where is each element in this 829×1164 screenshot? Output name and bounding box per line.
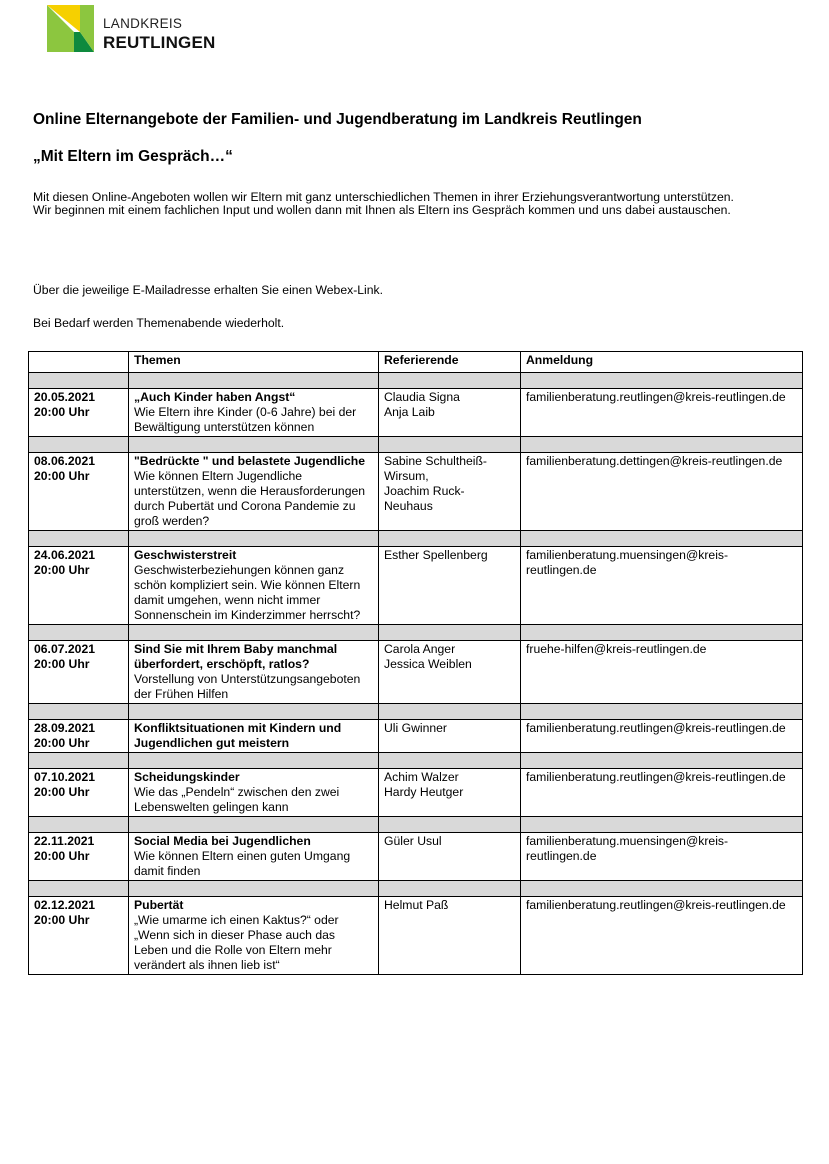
table-row (29, 833, 803, 881)
document-subtitle: „Mit Eltern im Gespräch…“ (33, 148, 233, 165)
separator-cell (129, 881, 379, 897)
separator-row (29, 881, 803, 897)
separator-cell (129, 704, 379, 720)
table-row (29, 720, 803, 753)
event-topic-cell (129, 641, 379, 704)
event-registration-cell (521, 453, 803, 531)
header-date (29, 352, 129, 373)
event-topic-cell (129, 453, 379, 531)
event-speakers-cell (379, 389, 521, 437)
event-time: 20:00 Uhr (34, 913, 90, 927)
event-time: 20:00 Uhr (34, 563, 90, 577)
speaker-name: Anja Laib (384, 405, 435, 419)
event-speakers-cell (379, 769, 521, 817)
topic-title: Konfliktsituationen mit Kindern und Jugendlichen gut meistern (134, 721, 342, 750)
registration-email-link[interactable]: familienberatung.reutlingen@kreis-reutlingen.de (526, 721, 786, 735)
separator-cell (521, 753, 803, 769)
event-time: 20:00 Uhr (34, 849, 90, 863)
event-registration-cell (521, 389, 803, 437)
topic-description: Wie können Eltern Jugendliche unterstützen, wenn die Herausforderungen durch Pubertät und Corona Pandemie zu groß werden? (134, 469, 366, 528)
topic-description: Geschwisterbeziehungen können ganz schön kompliziert sein. Wie können Eltern damit umgehen, wenn nicht immer Sonnenschein im Kinderzimmer herrscht? (134, 563, 361, 622)
topic-description: Wie können Eltern einen guten Umgang damit finden (134, 849, 351, 878)
registration-email-link[interactable]: familienberatung.muensingen@kreis-reutlingen.de (526, 834, 729, 863)
topic-title: Pubertät (134, 898, 184, 912)
separator-row (29, 373, 803, 389)
speaker-name: Jessica Weiblen (384, 657, 472, 671)
separator-row (29, 625, 803, 641)
speaker-name: Joachim Ruck-Neuhaus (384, 484, 465, 513)
email-info-text: Über die jeweilige E-Mailadresse erhalten Sie einen Webex-Link. (33, 283, 384, 297)
table-row (29, 769, 803, 817)
event-speakers-cell (379, 720, 521, 753)
topic-title: Geschwisterstreit (134, 548, 237, 562)
speaker-name: Esther Spellenberg (384, 548, 488, 562)
separator-cell (521, 437, 803, 453)
document-title: Online Elternangebote der Familien- und Jugendberatung im Landkreis Reutlingen (33, 111, 642, 128)
event-time: 20:00 Uhr (34, 736, 90, 750)
event-datetime-cell (29, 453, 129, 531)
separator-cell (29, 437, 129, 453)
event-speakers-cell (379, 897, 521, 975)
speaker-name: Güler Usul (384, 834, 442, 848)
separator-cell (29, 881, 129, 897)
table-row (29, 453, 803, 531)
event-speakers-cell (379, 641, 521, 704)
separator-row (29, 437, 803, 453)
speaker-name: Uli Gwinner (384, 721, 447, 735)
topic-title: "Bedrückte " und belastete Jugendliche (134, 454, 365, 468)
separator-cell (521, 817, 803, 833)
speaker-name: Achim Walzer (384, 770, 459, 784)
speaker-name: Hardy Heutger (384, 785, 464, 799)
landkreis-emblem-icon (44, 2, 96, 54)
speaker-name: Carola Anger (384, 642, 456, 656)
topic-title: Sind Sie mit Ihrem Baby manchmal überfordert, erschöpft, ratlos? (134, 642, 338, 671)
table-row (29, 547, 803, 625)
separator-cell (521, 881, 803, 897)
separator-row (29, 753, 803, 769)
event-registration-cell (521, 769, 803, 817)
event-registration-cell (521, 547, 803, 625)
separator-cell (129, 437, 379, 453)
event-datetime-cell (29, 720, 129, 753)
separator-cell (129, 817, 379, 833)
speaker-name: Sabine Schultheiß-Wirsum, (384, 454, 487, 483)
event-topic-cell (129, 720, 379, 753)
separator-cell (129, 373, 379, 389)
separator-cell (129, 625, 379, 641)
topic-title: Social Media bei Jugendlichen (134, 834, 311, 848)
intro-text (33, 191, 803, 217)
event-registration-cell (521, 641, 803, 704)
separator-cell (521, 704, 803, 720)
table-header-row (29, 352, 803, 373)
event-date: 22.11.2021 (34, 834, 95, 848)
separator-row (29, 531, 803, 547)
registration-email-link[interactable]: familienberatung.muensingen@kreis-reutlingen.de (526, 548, 729, 577)
event-registration-cell (521, 833, 803, 881)
separator-cell (129, 753, 379, 769)
event-datetime-cell (29, 833, 129, 881)
separator-cell (379, 437, 521, 453)
table-row (29, 641, 803, 704)
event-time: 20:00 Uhr (34, 657, 90, 671)
event-date: 20.05.2021 (34, 390, 95, 404)
event-datetime-cell (29, 769, 129, 817)
event-time: 20:00 Uhr (34, 469, 90, 483)
separator-cell (521, 625, 803, 641)
separator-cell (379, 625, 521, 641)
topic-description: Wie Eltern ihre Kinder (0-6 Jahre) bei der Bewältigung unterstützen können (134, 405, 357, 434)
event-datetime-cell (29, 897, 129, 975)
event-speakers-cell (379, 547, 521, 625)
event-registration-cell (521, 720, 803, 753)
topic-description: „Wie umarme ich einen Kaktus?“ oder „Wenn sich in dieser Phase auch das Leben und die Rolle von Eltern mehr verändert als ihnen lieb ist“ (134, 913, 339, 972)
separator-cell (521, 531, 803, 547)
event-date: 06.07.2021 (34, 642, 95, 656)
logo-text-landkreis: LANDKREIS (103, 16, 183, 31)
event-topic-cell (129, 389, 379, 437)
repeat-info-text: Bei Bedarf werden Themenabende wiederholt. (33, 316, 285, 330)
event-topic-cell (129, 547, 379, 625)
table-row (29, 389, 803, 437)
schedule-table (28, 351, 803, 975)
separator-cell (379, 881, 521, 897)
registration-email-link[interactable]: familienberatung.reutlingen@kreis-reutlingen.de (526, 390, 786, 404)
event-speakers-cell (379, 833, 521, 881)
topic-title: Scheidungskinder (134, 770, 240, 784)
event-topic-cell (129, 769, 379, 817)
landkreis-logo (44, 2, 224, 58)
separator-cell (29, 817, 129, 833)
registration-email-link[interactable]: familienberatung.reutlingen@kreis-reutlingen.de (526, 770, 786, 784)
separator-cell (29, 531, 129, 547)
separator-cell (29, 373, 129, 389)
event-speakers-cell (379, 453, 521, 531)
event-registration-cell (521, 897, 803, 975)
event-date: 24.06.2021 (34, 548, 95, 562)
header-registration: Anmeldung (521, 352, 803, 373)
separator-row (29, 817, 803, 833)
separator-cell (29, 625, 129, 641)
speaker-name: Helmut Paß (384, 898, 449, 912)
topic-title: „Auch Kinder haben Angst“ (134, 390, 296, 404)
separator-cell (379, 704, 521, 720)
topic-description: Wie das „Pendeln“ zwischen den zwei Lebenswelten gelingen kann (134, 785, 340, 814)
event-date: 28.09.2021 (34, 721, 95, 735)
separator-cell (129, 531, 379, 547)
topic-description: Vorstellung von Unterstützungsangeboten der Frühen Hilfen (134, 672, 361, 701)
event-topic-cell (129, 897, 379, 975)
event-datetime-cell (29, 389, 129, 437)
separator-cell (379, 753, 521, 769)
event-datetime-cell (29, 547, 129, 625)
separator-row (29, 704, 803, 720)
separator-cell (521, 373, 803, 389)
header-speakers: Referierende (379, 352, 521, 373)
table-row (29, 897, 803, 975)
event-date: 08.06.2021 (34, 454, 95, 468)
separator-cell (29, 753, 129, 769)
separator-cell (379, 531, 521, 547)
event-date: 02.12.2021 (34, 898, 95, 912)
registration-email-link[interactable]: familienberatung.reutlingen@kreis-reutlingen.de (526, 898, 786, 912)
registration-email-link[interactable]: fruehe-hilfen@kreis-reutlingen.de (526, 642, 707, 656)
separator-cell (29, 704, 129, 720)
header-topics: Themen (129, 352, 379, 373)
separator-cell (379, 373, 521, 389)
intro-paragraph-1: Mit diesen Online-Angeboten wollen wir Eltern mit ganz unterschiedlichen Themen in ihrer Erziehungsverantwortung unterstützen. (33, 190, 734, 204)
speaker-name: Claudia Signa (384, 390, 460, 404)
event-datetime-cell (29, 641, 129, 704)
event-topic-cell (129, 833, 379, 881)
registration-email-link[interactable]: familienberatung.dettingen@kreis-reutlingen.de (526, 454, 783, 468)
event-date: 07.10.2021 (34, 770, 95, 784)
event-time: 20:00 Uhr (34, 405, 90, 419)
logo-text-reutlingen: REUTLINGEN (103, 33, 216, 52)
event-time: 20:00 Uhr (34, 785, 90, 799)
intro-paragraph-2: Wir beginnen mit einem fachlichen Input und wollen dann mit Ihnen als Eltern ins Gespräch kommen und uns dabei austauschen. (33, 203, 731, 217)
separator-cell (379, 817, 521, 833)
